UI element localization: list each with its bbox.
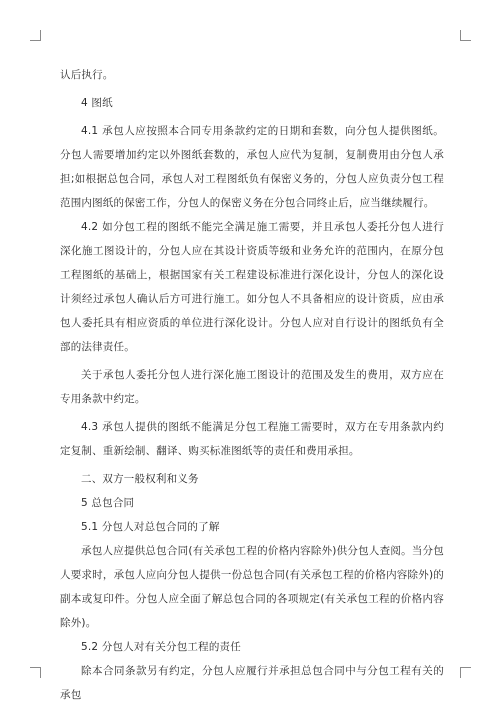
crop-mark-top-right	[460, 30, 471, 41]
section-heading-drawings: 4 图纸	[81, 97, 113, 109]
clause-4-3: 4.3 承包人提供的图纸不能满足分包工程施工需要时，双方在专用条款内约定复制、重新绘制、翻译、购买标准图纸等的责任和费用承担。	[60, 421, 444, 457]
paragraph-design-scope: 关于承包人委托分包人进行深化施工图设计的范围及发生的费用，双方应在专用条款中约定。	[60, 369, 444, 405]
chapter-heading-rights-obligations: 二、双方一般权利和义务	[81, 473, 199, 485]
clause-5-1-heading: 5.1 分包人对总包合同的了解	[81, 521, 220, 533]
crop-mark-bottom-left	[30, 667, 41, 678]
crop-mark-top-left	[30, 30, 41, 41]
clause-4-2: 4.2 如分包工程的图纸不能完全满足施工需要，并且承包人委托分包人进行深化施工图设计的，分包人应在其设计资质等级和业务允许的范围内，在原分包工程图纸的基础上，根据国家有关工程建设标准进行深化设计，分包人的深化设计须经过承包人确认后方可进行施工。如分包人不具备相应的设计资质，应由承包人委托具有相应资质的单位进行深化设计。分包人应对自行设计的图纸负有全部的法律责任。	[60, 221, 444, 353]
section-heading-general-contract: 5 总包合同	[81, 497, 135, 509]
paragraph-continuation: 认后执行。	[60, 69, 114, 81]
paragraph-subcontractor-duties: 除本合同条款另有约定，分包人应履行并承担总包合同中与分包工程有关的承包	[60, 665, 444, 701]
clause-5-2-heading: 5.2 分包人对有关分包工程的责任	[81, 641, 241, 653]
clause-4-1: 4.1 承包人应按照本合同专用条款约定的日期和套数，向分包人提供图纸。分包人需要增加约定以外图纸套数的，承包人应代为复制，复制费用由分包人承担;如根据总包合同，承包人对工程图纸负有保密义务的，分包人应负责分包工程范围内图纸的保密工作，分包人的保密义务在分包合同终止后，应当继续履行。	[60, 125, 444, 209]
paragraph-contract-review: 承包人应提供总包合同(有关承包工程的价格内容除外)供分包人查阅。当分包人要求时，承包人应向分包人提供一份总包合同(有关承包工程的价格内容除外)的副本或复印件。分包人应全面了解总包合同的各项规定(有关承包工程的价格内容除外)。	[60, 545, 444, 629]
document-body	[60, 63, 444, 707]
crop-mark-bottom-right	[460, 667, 471, 678]
